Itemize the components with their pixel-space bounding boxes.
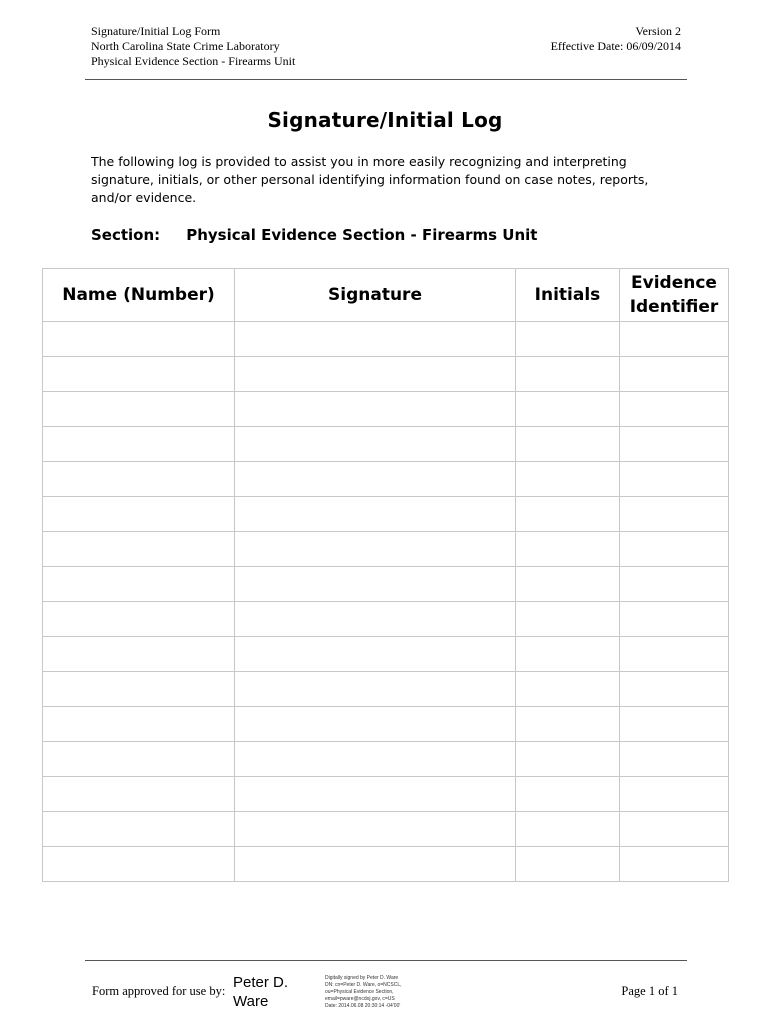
digital-signature-line: email=pware@ncdoj.gov, c=US [325, 996, 395, 1002]
table-row [43, 812, 729, 847]
column-header-evidence-identifier [620, 269, 729, 322]
name-cell[interactable] [43, 532, 235, 567]
initials-cell[interactable] [516, 497, 620, 532]
evidence-identifier-cell[interactable] [620, 567, 729, 602]
table-row [43, 637, 729, 672]
signer-name-line2: Ware [233, 993, 269, 1010]
section-label: Section: [91, 226, 161, 244]
header-right [551, 24, 681, 54]
signature-cell[interactable] [235, 847, 516, 882]
name-cell[interactable] [43, 742, 235, 777]
evidence-identifier-cell[interactable] [620, 322, 729, 357]
name-cell[interactable] [43, 637, 235, 672]
signature-cell[interactable] [235, 672, 516, 707]
initials-cell[interactable] [516, 427, 620, 462]
table-row [43, 847, 729, 882]
table-body [43, 322, 729, 882]
signer-name-line1: Peter D. [233, 974, 289, 991]
digital-signature-block [325, 975, 445, 1010]
signature-cell[interactable] [235, 742, 516, 777]
name-cell[interactable] [43, 357, 235, 392]
signature-cell[interactable] [235, 637, 516, 672]
document-header [91, 24, 687, 76]
name-cell[interactable] [43, 672, 235, 707]
initials-cell[interactable] [516, 672, 620, 707]
signature-cell[interactable] [235, 427, 516, 462]
table-row [43, 672, 729, 707]
lab-name: North Carolina State Crime Laboratory [91, 39, 280, 53]
evidence-identifier-cell[interactable] [620, 707, 729, 742]
initials-cell[interactable] [516, 462, 620, 497]
name-cell[interactable] [43, 392, 235, 427]
table-row [43, 742, 729, 777]
table-row [43, 392, 729, 427]
signature-cell[interactable] [235, 322, 516, 357]
name-cell[interactable] [43, 707, 235, 742]
table-row [43, 777, 729, 812]
table-header-row [43, 269, 729, 322]
page-title: Signature/Initial Log [267, 108, 503, 132]
table-row [43, 532, 729, 567]
name-cell[interactable] [43, 497, 235, 532]
evidence-identifier-cell[interactable] [620, 497, 729, 532]
evidence-identifier-label: Evidence Identifier [629, 273, 719, 317]
initials-cell[interactable] [516, 602, 620, 637]
page-number: Page 1 of 1 [621, 984, 678, 998]
table-row [43, 567, 729, 602]
footer-divider [85, 960, 687, 961]
initials-cell[interactable] [516, 532, 620, 567]
evidence-identifier-cell[interactable] [620, 462, 729, 497]
table-row [43, 462, 729, 497]
evidence-identifier-cell[interactable] [620, 742, 729, 777]
column-header-name: Name (Number) [43, 269, 235, 322]
name-cell[interactable] [43, 602, 235, 637]
initials-cell[interactable] [516, 637, 620, 672]
column-header-signature: Signature [235, 269, 516, 322]
effective-date: Effective Date: 06/09/2014 [550, 39, 681, 53]
evidence-identifier-cell[interactable] [620, 532, 729, 567]
evidence-identifier-cell[interactable] [620, 847, 729, 882]
initials-cell[interactable] [516, 742, 620, 777]
name-cell[interactable] [43, 322, 235, 357]
table-row [43, 357, 729, 392]
initials-cell[interactable] [516, 322, 620, 357]
evidence-identifier-cell[interactable] [620, 427, 729, 462]
form-name: Signature/Initial Log Form [91, 24, 221, 38]
name-cell[interactable] [43, 777, 235, 812]
initials-cell[interactable] [516, 357, 620, 392]
table-row [43, 322, 729, 357]
signer-name [233, 973, 288, 1011]
signature-cell[interactable] [235, 777, 516, 812]
intro-paragraph: The following log is provided to assist you in more easily recognizing and interpreting signature, initials, or other personal identifying information found on case notes, reports, and/or evidence. [91, 154, 649, 205]
name-cell[interactable] [43, 567, 235, 602]
signature-cell[interactable] [235, 532, 516, 567]
name-cell[interactable] [43, 847, 235, 882]
section-value: Physical Evidence Section - Firearms Unit [186, 226, 538, 244]
signature-cell[interactable] [235, 602, 516, 637]
evidence-identifier-cell[interactable] [620, 672, 729, 707]
digital-signature-line: Date: 2014.06.08 20:30:14 -04'00' [325, 1003, 401, 1009]
name-cell[interactable] [43, 427, 235, 462]
header-left [91, 24, 295, 69]
evidence-identifier-cell[interactable] [620, 812, 729, 847]
initials-cell[interactable] [516, 392, 620, 427]
table-row [43, 497, 729, 532]
evidence-identifier-cell[interactable] [620, 357, 729, 392]
digital-signature-line: ou=Physical Evidence Section, [325, 989, 394, 995]
signature-cell[interactable] [235, 707, 516, 742]
evidence-identifier-cell[interactable] [620, 602, 729, 637]
initials-cell[interactable] [516, 812, 620, 847]
unit-name: Physical Evidence Section - Firearms Unit [91, 54, 296, 68]
digital-signature-line: DN: cn=Peter D. Ware, o=NCSCL, [325, 982, 402, 988]
header-divider [85, 79, 687, 80]
column-header-initials: Initials [516, 269, 620, 322]
signature-cell[interactable] [235, 812, 516, 847]
signature-cell[interactable] [235, 567, 516, 602]
initials-cell[interactable] [516, 707, 620, 742]
table-row [43, 427, 729, 462]
signature-cell[interactable] [235, 392, 516, 427]
name-cell[interactable] [43, 462, 235, 497]
section-line [91, 226, 537, 244]
initials-cell[interactable] [516, 777, 620, 812]
signature-log-table [42, 268, 729, 882]
initials-cell[interactable] [516, 567, 620, 602]
approved-label: Form approved for use by: [92, 984, 226, 998]
table-row [43, 707, 729, 742]
version: Version 2 [635, 24, 681, 38]
table-row [43, 602, 729, 637]
signature-cell[interactable] [235, 462, 516, 497]
signature-cell[interactable] [235, 497, 516, 532]
digital-signature-line: Digitally signed by Peter D. Ware [325, 975, 399, 981]
evidence-identifier-cell[interactable] [620, 777, 729, 812]
evidence-identifier-cell[interactable] [620, 637, 729, 672]
name-cell[interactable] [43, 812, 235, 847]
signature-cell[interactable] [235, 357, 516, 392]
evidence-identifier-cell[interactable] [620, 392, 729, 427]
initials-cell[interactable] [516, 847, 620, 882]
